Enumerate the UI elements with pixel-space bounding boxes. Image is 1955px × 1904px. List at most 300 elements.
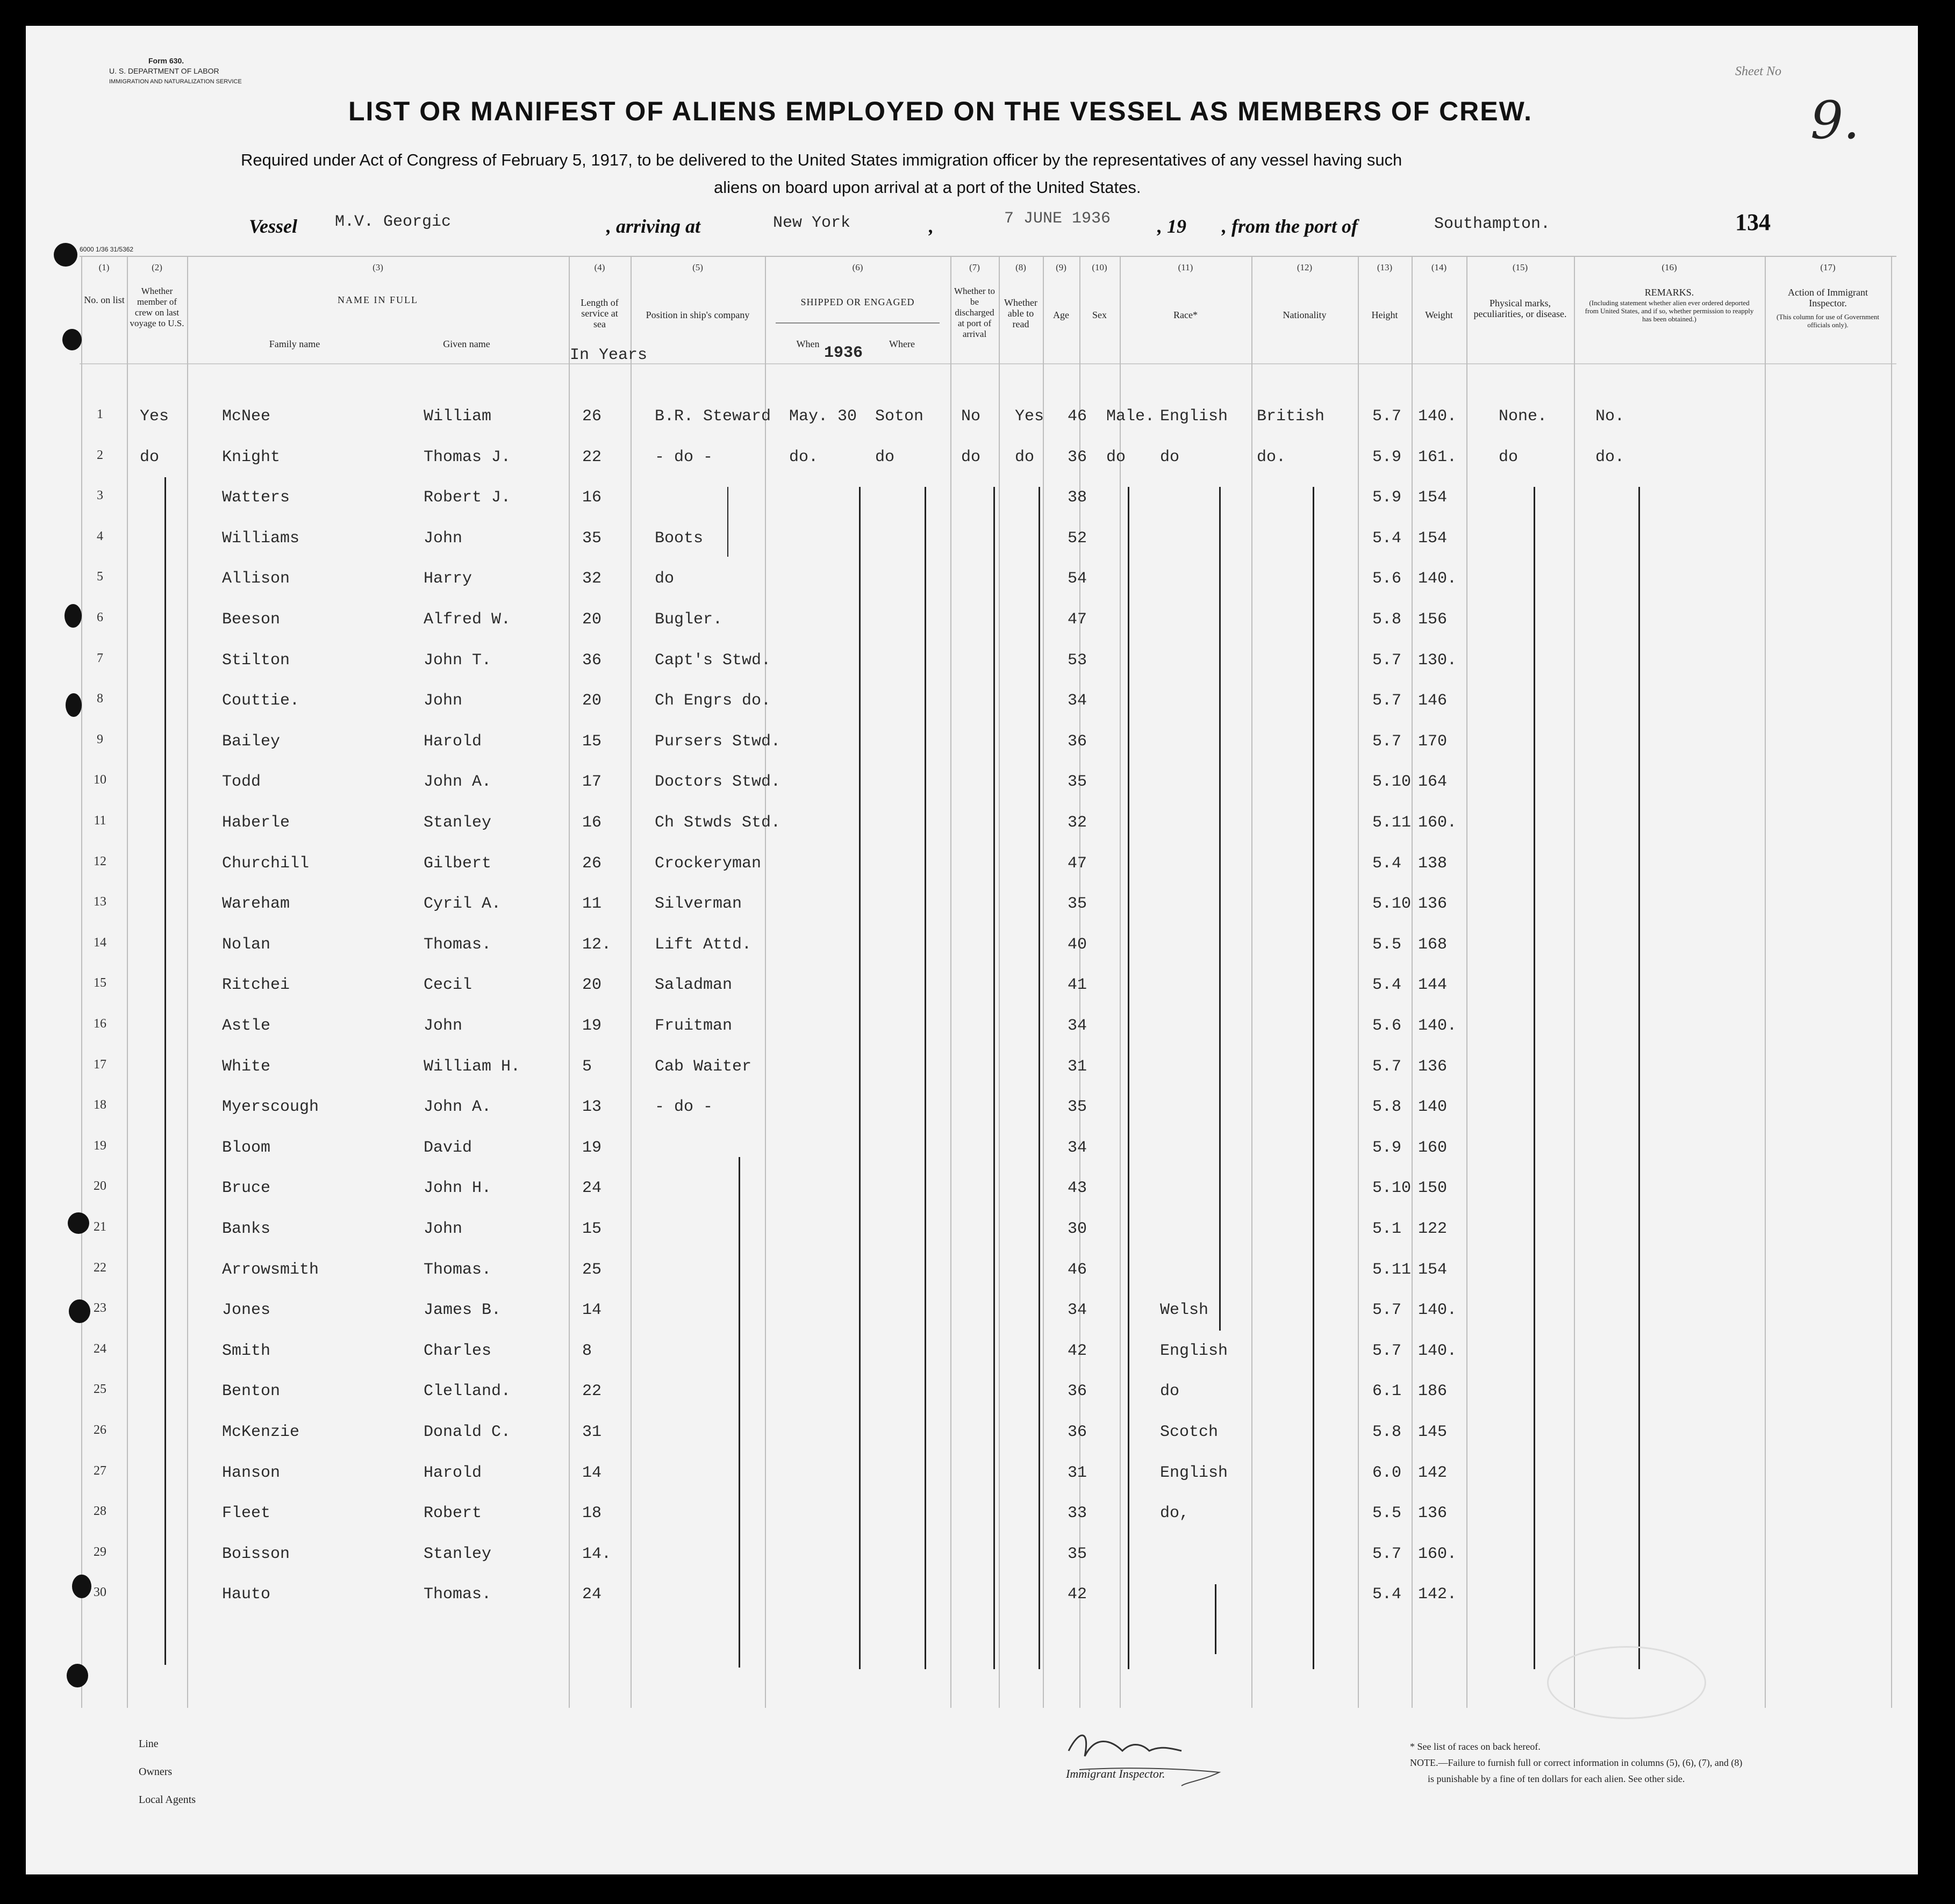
given-name: Robert <box>424 1504 482 1523</box>
height: 5.9 <box>1372 448 1402 466</box>
table-row <box>26 483 1891 515</box>
engaged-when: do. <box>789 448 819 466</box>
family-name: Ritchei <box>222 976 290 995</box>
ship-position: Doctors Stwd. <box>655 773 781 792</box>
table-row <box>26 1255 1891 1288</box>
ditto-line <box>1215 1584 1216 1654</box>
remarks: do. <box>1595 448 1625 466</box>
ship-position: Cab Waiter <box>655 1057 752 1076</box>
given-name: John <box>424 529 463 548</box>
height: 5.5 <box>1372 1504 1402 1523</box>
age: 34 <box>1068 692 1087 710</box>
height: 5.4 <box>1372 529 1402 548</box>
table-row <box>26 1418 1891 1450</box>
ditto-line <box>859 487 861 1669</box>
service-years: 20 <box>582 692 602 710</box>
weight: 144 <box>1418 976 1448 995</box>
race: do <box>1160 448 1180 466</box>
service-years: 24 <box>582 1179 602 1198</box>
nationality: British <box>1257 407 1325 426</box>
family-name: Smith <box>222 1341 271 1360</box>
row-number: 7 <box>97 651 103 665</box>
ditto-line <box>993 487 995 1669</box>
height: 5.7 <box>1372 1544 1402 1563</box>
height: 5.7 <box>1372 692 1402 710</box>
ship-position: Crockeryman <box>655 854 762 873</box>
row-number: 26 <box>94 1423 106 1437</box>
height: 5.4 <box>1372 854 1402 873</box>
age: 54 <box>1068 570 1087 588</box>
service-years: 20 <box>582 976 602 995</box>
row-number: 2 <box>97 448 103 462</box>
family-name: Watters <box>222 488 290 507</box>
given-name: Alfred W. <box>424 610 511 629</box>
height: 5.5 <box>1372 935 1402 954</box>
given-name: Charles <box>424 1341 492 1360</box>
able-to-read: do <box>1015 448 1035 466</box>
given-name: John <box>424 1220 463 1238</box>
row-number: 21 <box>94 1220 106 1234</box>
family-name: White <box>222 1057 271 1076</box>
weight: 140 <box>1418 1098 1448 1117</box>
service-years: 16 <box>582 814 602 832</box>
col-divider <box>1891 257 1892 1708</box>
row-number: 1 <box>97 407 103 421</box>
print-code: 6000 1/36 31/5362 <box>80 246 134 253</box>
height: 5.9 <box>1372 1138 1402 1157</box>
col-16-number: (16) <box>1662 262 1677 272</box>
table-row <box>26 605 1891 637</box>
service-years: 35 <box>582 529 602 548</box>
manifest-sheet <box>26 26 1918 1874</box>
age: 32 <box>1068 814 1087 832</box>
col-10-number: (10) <box>1092 262 1107 272</box>
given-name: John T. <box>424 651 492 670</box>
date-stamp: 7 JUNE 1936 <box>1004 210 1111 228</box>
binder-hole <box>66 693 82 717</box>
given-name: Thomas. <box>424 1585 492 1604</box>
age: 35 <box>1068 773 1087 792</box>
local-agents-label: Local Agents <box>139 1794 196 1806</box>
service-years: 15 <box>582 1220 602 1238</box>
height: 5.4 <box>1372 976 1402 995</box>
height: 5.8 <box>1372 610 1402 629</box>
service-years: 20 <box>582 610 602 629</box>
col-5-number: (5) <box>692 262 703 272</box>
age: 41 <box>1068 976 1087 995</box>
weight: 156 <box>1418 610 1448 629</box>
height: 5.9 <box>1372 488 1402 507</box>
age: 35 <box>1068 895 1087 914</box>
col-14-heading: Weight <box>1425 310 1453 320</box>
service-years: 14 <box>582 1301 602 1320</box>
given-name: James B. <box>424 1301 502 1320</box>
penalty-note-1: NOTE.—Failure to furnish full or correct information in columns (5), (6), (7), and (8) <box>1410 1757 1743 1768</box>
table-row <box>26 889 1891 922</box>
table-row <box>26 1093 1891 1125</box>
table-row <box>26 808 1891 840</box>
subtitle-line-1: Required under Act of Congress of February 5, 1917, to be delivered to the United States immigration officer by the representatives of any vessel having such <box>241 150 1402 169</box>
table-row <box>26 1215 1891 1247</box>
height: 5.11 <box>1372 1260 1412 1279</box>
service-years: 26 <box>582 854 602 873</box>
weight: 150 <box>1418 1179 1448 1198</box>
family-name: Jones <box>222 1301 271 1320</box>
weight: 138 <box>1418 854 1448 873</box>
penalty-note-2: is punishable by a fine of ten dollars for each alien. See other side. <box>1428 1773 1685 1784</box>
row-number: 9 <box>97 732 103 746</box>
col-15-number: (15) <box>1512 262 1528 272</box>
family-name: Arrowsmith <box>222 1260 319 1279</box>
age: 36 <box>1068 448 1087 466</box>
service-years: 32 <box>582 570 602 588</box>
weight: 140. <box>1418 1301 1457 1320</box>
given-name: Harold <box>424 732 482 751</box>
given-name: John H. <box>424 1179 492 1198</box>
row-number: 3 <box>97 488 103 503</box>
race: do, <box>1160 1504 1190 1523</box>
row-number: 29 <box>94 1544 106 1559</box>
vessel-label: Vessel <box>249 215 297 237</box>
ship-position: - do - <box>655 1098 713 1117</box>
weight: 160. <box>1418 1544 1457 1563</box>
family-name: Banks <box>222 1220 271 1238</box>
weight: 160 <box>1418 1138 1448 1157</box>
ship-position: Ch Stwds Std. <box>655 814 781 832</box>
physical-marks: do <box>1499 448 1519 466</box>
engaged-year: 1936 <box>824 344 863 362</box>
given-name-heading: Given name <box>443 339 490 349</box>
col-8-number: (8) <box>1015 262 1026 272</box>
given-name: William H. <box>424 1057 521 1076</box>
height: 5.10 <box>1372 1179 1412 1198</box>
race: English <box>1160 407 1228 426</box>
binder-hole <box>54 243 77 267</box>
age: 47 <box>1068 854 1087 873</box>
height: 5.10 <box>1372 773 1412 792</box>
family-name: Bruce <box>222 1179 271 1198</box>
height: 5.4 <box>1372 1585 1402 1604</box>
weight: 186 <box>1418 1382 1448 1401</box>
height: 5.8 <box>1372 1423 1402 1441</box>
age: 36 <box>1068 732 1087 751</box>
table-row <box>26 1133 1891 1166</box>
comma: , <box>929 215 934 237</box>
binder-hole <box>65 604 82 628</box>
able-to-read: Yes <box>1015 407 1044 426</box>
engaged-where: Soton <box>875 407 924 426</box>
service-years: 24 <box>582 1585 602 1604</box>
row-number: 4 <box>97 529 103 543</box>
weight: 142 <box>1418 1463 1448 1482</box>
row-number: 19 <box>94 1138 106 1153</box>
age: 33 <box>1068 1504 1087 1523</box>
given-name: Stanley <box>424 1544 492 1563</box>
table-row <box>26 524 1891 556</box>
table-top-rule <box>80 256 1896 257</box>
row-number: 8 <box>97 692 103 706</box>
row-number: 23 <box>94 1301 106 1316</box>
col-7-number: (7) <box>969 262 980 272</box>
service-years: 11 <box>582 895 602 914</box>
page-title: LIST OR MANIFEST OF ALIENS EMPLOYED ON THE VESSEL AS MEMBERS OF CREW. <box>348 96 1533 126</box>
department-name: U. S. DEPARTMENT OF LABOR <box>109 67 219 75</box>
weight: 164 <box>1418 773 1448 792</box>
col-15-heading: Physical marks, peculiarities, or disease. <box>1473 298 1567 319</box>
family-name: Hauto <box>222 1585 271 1604</box>
service-years: 18 <box>582 1504 602 1523</box>
ditto-line <box>164 477 166 1665</box>
service-name: IMMIGRATION AND NATURALIZATION SERVICE <box>109 78 242 85</box>
given-name: John <box>424 692 463 710</box>
family-name: Knight <box>222 448 281 466</box>
when-heading: When <box>796 339 820 349</box>
age: 42 <box>1068 1585 1087 1604</box>
discharge-status: do <box>961 448 981 466</box>
family-name: Beeson <box>222 610 281 629</box>
sex: Male. <box>1106 407 1155 426</box>
row-number: 6 <box>97 610 103 624</box>
col-2-number: (2) <box>152 262 162 272</box>
family-name: Hanson <box>222 1463 281 1482</box>
row-number: 30 <box>94 1585 106 1600</box>
service-years: 22 <box>582 448 602 466</box>
table-row <box>26 727 1891 759</box>
ditto-line <box>739 1157 740 1668</box>
row-number: 13 <box>94 895 106 909</box>
service-years: 16 <box>582 488 602 507</box>
height: 5.7 <box>1372 407 1402 426</box>
age: 36 <box>1068 1382 1087 1401</box>
sheet-label: Sheet No <box>1735 64 1781 78</box>
col-1-number: (1) <box>98 262 110 272</box>
given-name: Harry <box>424 570 472 588</box>
age: 46 <box>1068 1260 1087 1279</box>
service-years: 22 <box>582 1382 602 1401</box>
family-name: Churchill <box>222 854 310 873</box>
height: 5.1 <box>1372 1220 1402 1238</box>
given-name: Thomas J. <box>424 448 511 466</box>
family-name: Wareham <box>222 895 290 914</box>
year-label: , 19 <box>1157 215 1186 237</box>
ship-position: do <box>655 570 675 588</box>
height: 6.0 <box>1372 1463 1402 1482</box>
service-years: 17 <box>582 773 602 792</box>
age: 42 <box>1068 1341 1087 1360</box>
sheet-number: 9. <box>1810 90 1860 150</box>
inspector-label: Immigrant Inspector. <box>1066 1767 1165 1780</box>
engaged-when: May. 30 <box>789 407 857 426</box>
row-number: 14 <box>94 935 106 950</box>
age: 35 <box>1068 1544 1087 1563</box>
height: 5.7 <box>1372 1301 1402 1320</box>
subtitle-line-2: aliens on board upon arrival at a port of the United States. <box>714 178 1141 197</box>
service-years: 5 <box>582 1057 592 1076</box>
given-name: John A. <box>424 773 492 792</box>
ship-position: Bugler. <box>655 610 723 629</box>
table-row <box>26 767 1891 800</box>
row-number: 16 <box>94 1017 106 1031</box>
ditto-line <box>1313 487 1314 1669</box>
binder-hole <box>67 1664 88 1687</box>
service-years: 19 <box>582 1138 602 1157</box>
service-years: 14. <box>582 1544 612 1563</box>
col-13-heading: Height <box>1371 310 1398 320</box>
given-name: Cyril A. <box>424 895 502 914</box>
table-row <box>26 1052 1891 1084</box>
weight: 136 <box>1418 1057 1448 1076</box>
col-6-rule <box>776 322 940 324</box>
table-row <box>26 1499 1891 1531</box>
ship-position: B.R. Steward <box>655 407 771 426</box>
table-row <box>26 1296 1891 1328</box>
col-11-heading: Race* <box>1173 310 1198 320</box>
col-13-number: (13) <box>1377 262 1393 272</box>
age: 30 <box>1068 1220 1087 1238</box>
table-row <box>26 1377 1891 1409</box>
row-number: 27 <box>94 1463 106 1478</box>
age: 53 <box>1068 651 1087 670</box>
physical-marks: None. <box>1499 407 1548 426</box>
age: 38 <box>1068 488 1087 507</box>
row-number: 5 <box>97 570 103 584</box>
ditto-line <box>1638 487 1640 1669</box>
inspection-stamp <box>1547 1646 1706 1719</box>
given-name: Thomas. <box>424 1260 492 1279</box>
col-11-number: (11) <box>1178 262 1193 272</box>
height: 6.1 <box>1372 1382 1402 1401</box>
ditto-line <box>1534 487 1535 1669</box>
col-9-heading: Age <box>1053 310 1069 320</box>
ditto-line <box>1128 487 1129 1669</box>
binder-hole <box>72 1575 91 1598</box>
family-name-heading: Family name <box>269 339 320 349</box>
given-name: John <box>424 1017 463 1035</box>
table-row <box>26 646 1891 678</box>
height: 5.6 <box>1372 570 1402 588</box>
given-name: Donald C. <box>424 1423 511 1441</box>
height: 5.6 <box>1372 1017 1402 1035</box>
binder-hole <box>62 329 82 350</box>
weight: 145 <box>1418 1423 1448 1441</box>
family-name: Benton <box>222 1382 281 1401</box>
row-number: 20 <box>94 1179 106 1194</box>
age: 52 <box>1068 529 1087 548</box>
col-17-number: (17) <box>1820 262 1836 272</box>
engaged-where: do <box>875 448 895 466</box>
given-name: Stanley <box>424 814 492 832</box>
service-years: 26 <box>582 407 602 426</box>
family-name: Allison <box>222 570 290 588</box>
weight: 130. <box>1418 651 1457 670</box>
height: 5.11 <box>1372 814 1412 832</box>
discharge-status: No <box>961 407 981 426</box>
family-name: McNee <box>222 407 271 426</box>
service-years: 14 <box>582 1463 602 1482</box>
binder-hole <box>68 1212 89 1234</box>
col-5-heading: Position in ship's company <box>646 310 750 320</box>
service-years: 36 <box>582 651 602 670</box>
ship-position: Fruitman <box>655 1017 733 1035</box>
row-number: 12 <box>94 854 106 868</box>
table-row <box>26 564 1891 597</box>
age: 31 <box>1068 1057 1087 1076</box>
row-number: 22 <box>94 1260 106 1275</box>
ship-position: Silverman <box>655 895 742 914</box>
table-row <box>26 1174 1891 1206</box>
race: Scotch <box>1160 1423 1219 1441</box>
family-name: Myerscough <box>222 1098 319 1117</box>
table-row <box>26 1337 1891 1369</box>
weight: 161. <box>1418 448 1457 466</box>
remarks: No. <box>1595 407 1625 426</box>
weight: 154 <box>1418 529 1448 548</box>
age: 31 <box>1068 1463 1087 1482</box>
row-number: 10 <box>94 773 106 787</box>
col-16-note: (Including statement whether alien ever ordered deported from United States, and if so, whether permission to reapply has been obtained.) <box>1585 299 1754 323</box>
service-years: 12. <box>582 935 612 954</box>
sex: do <box>1106 448 1126 466</box>
table-row <box>26 402 1891 434</box>
family-name: Astle <box>222 1017 271 1035</box>
table-row <box>26 1580 1891 1612</box>
given-name: Harold <box>424 1463 482 1482</box>
weight: 142. <box>1418 1585 1457 1604</box>
weight: 154 <box>1418 488 1448 507</box>
age: 46 <box>1068 407 1087 426</box>
weight: 154 <box>1418 1260 1448 1279</box>
age: 34 <box>1068 1301 1087 1320</box>
weight: 160. <box>1418 814 1457 832</box>
col-12-number: (12) <box>1297 262 1313 272</box>
age: 47 <box>1068 610 1087 629</box>
given-name: Robert J. <box>424 488 511 507</box>
table-row <box>26 930 1891 962</box>
service-years: 13 <box>582 1098 602 1117</box>
row-number: 18 <box>94 1098 106 1112</box>
row-number: 11 <box>94 814 106 828</box>
weight: 140. <box>1418 1341 1457 1360</box>
owners-label: Owners <box>139 1766 173 1778</box>
given-name: William <box>424 407 492 426</box>
service-years: 31 <box>582 1423 602 1441</box>
weight: 122 <box>1418 1220 1448 1238</box>
row-number: 25 <box>94 1382 106 1397</box>
col-6-number: (6) <box>852 262 863 272</box>
nationality: do. <box>1257 448 1286 466</box>
weight: 146 <box>1418 692 1448 710</box>
height: 5.7 <box>1372 651 1402 670</box>
ship-position: Ch Engrs do. <box>655 692 771 710</box>
table-row <box>26 443 1891 475</box>
weight: 170 <box>1418 732 1448 751</box>
weight: 136 <box>1418 1504 1448 1523</box>
ditto-line <box>727 487 728 557</box>
table-row <box>26 1011 1891 1044</box>
col-7-heading: Whether to be discharged at port of arrival <box>954 286 995 339</box>
ship-position: Boots <box>655 529 704 548</box>
col-8-heading: Whether able to read <box>1004 297 1037 329</box>
weight: 140. <box>1418 570 1457 588</box>
age: 34 <box>1068 1138 1087 1157</box>
ship-position: Lift Attd. <box>655 935 752 954</box>
row-number: 15 <box>94 976 106 990</box>
family-name: Bailey <box>222 732 281 751</box>
weight: 140. <box>1418 407 1457 426</box>
ship-position: Capt's Stwd. <box>655 651 771 670</box>
age: 34 <box>1068 1017 1087 1035</box>
col-2-heading: Whether member of crew on last voyage to U.S. <box>130 286 184 328</box>
